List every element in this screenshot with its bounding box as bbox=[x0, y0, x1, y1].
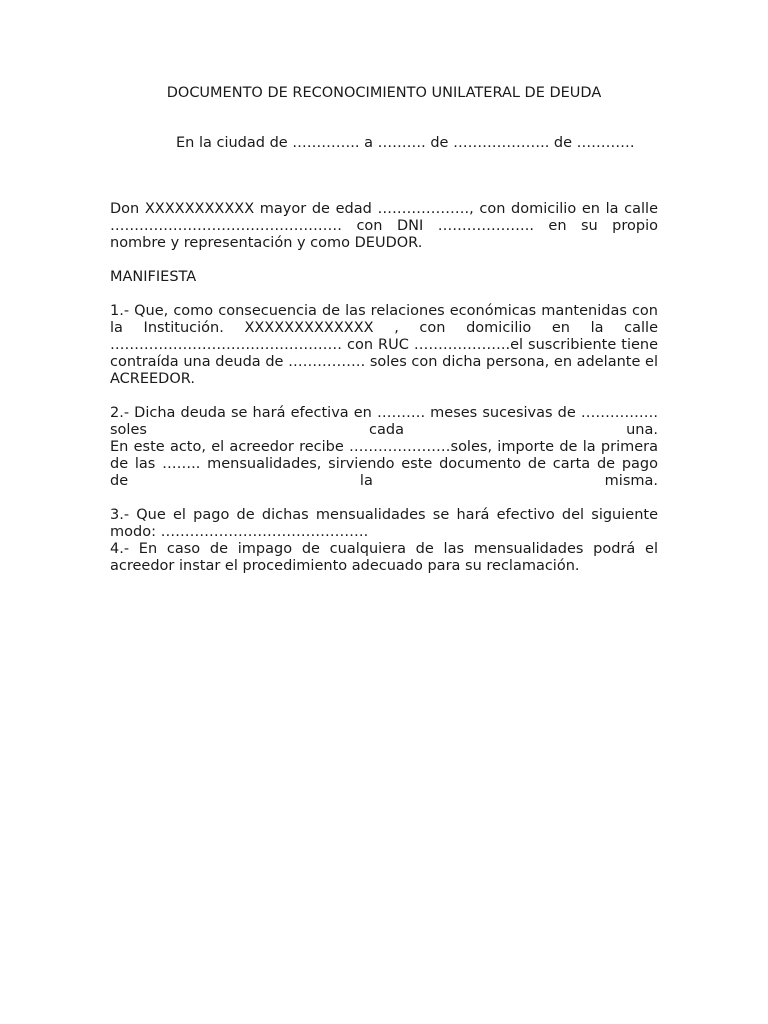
clause-1: 1.- Que, como consecuencia de las relaciones económicas mantenidas con la Institución. XXXXXXXXXXXXX , con domicilio en la calle ………………………………………… con RUC ………………..el suscribiente tiene contraída una deuda de ……………. soles con dicha persona, en adelante el ACREEDOR. bbox=[110, 303, 658, 387]
clause-4: 4.- En caso de impago de cualquiera de las mensualidades podrá el acreedor instar el procedimiento adecuado para su reclamación. bbox=[110, 541, 658, 574]
document-title: DOCUMENTO DE RECONOCIMIENTO UNILATERAL DE DEUDA bbox=[166, 85, 602, 101]
place-date-line: En la ciudad de ………….. a ………. de ……………….. de ………… bbox=[176, 135, 635, 151]
document-body bbox=[110, 201, 658, 575]
clause-3: 3.- Que el pago de dichas mensualidades se hará efectivo del siguiente modo: ……………………………………. bbox=[110, 507, 658, 540]
intro-paragraph: Don XXXXXXXXXXX mayor de edad ………………., con domicilio en la calle ………………………………………… con DNI ……………….. en su propio nombre y representación y como DEUDOR. bbox=[110, 201, 658, 251]
clause-2: 2.- Dicha deuda se hará efectiva en ………. meses sucesivas de ……………. soles cada una. bbox=[110, 405, 658, 438]
manifiesta-heading: MANIFIESTA bbox=[110, 269, 197, 285]
clause-2-payment: En este acto, el acreedor recibe …………………soles, importe de la primera de las …….. mensualidades, sirviendo este documento de carta de pago de la misma. bbox=[110, 439, 658, 489]
